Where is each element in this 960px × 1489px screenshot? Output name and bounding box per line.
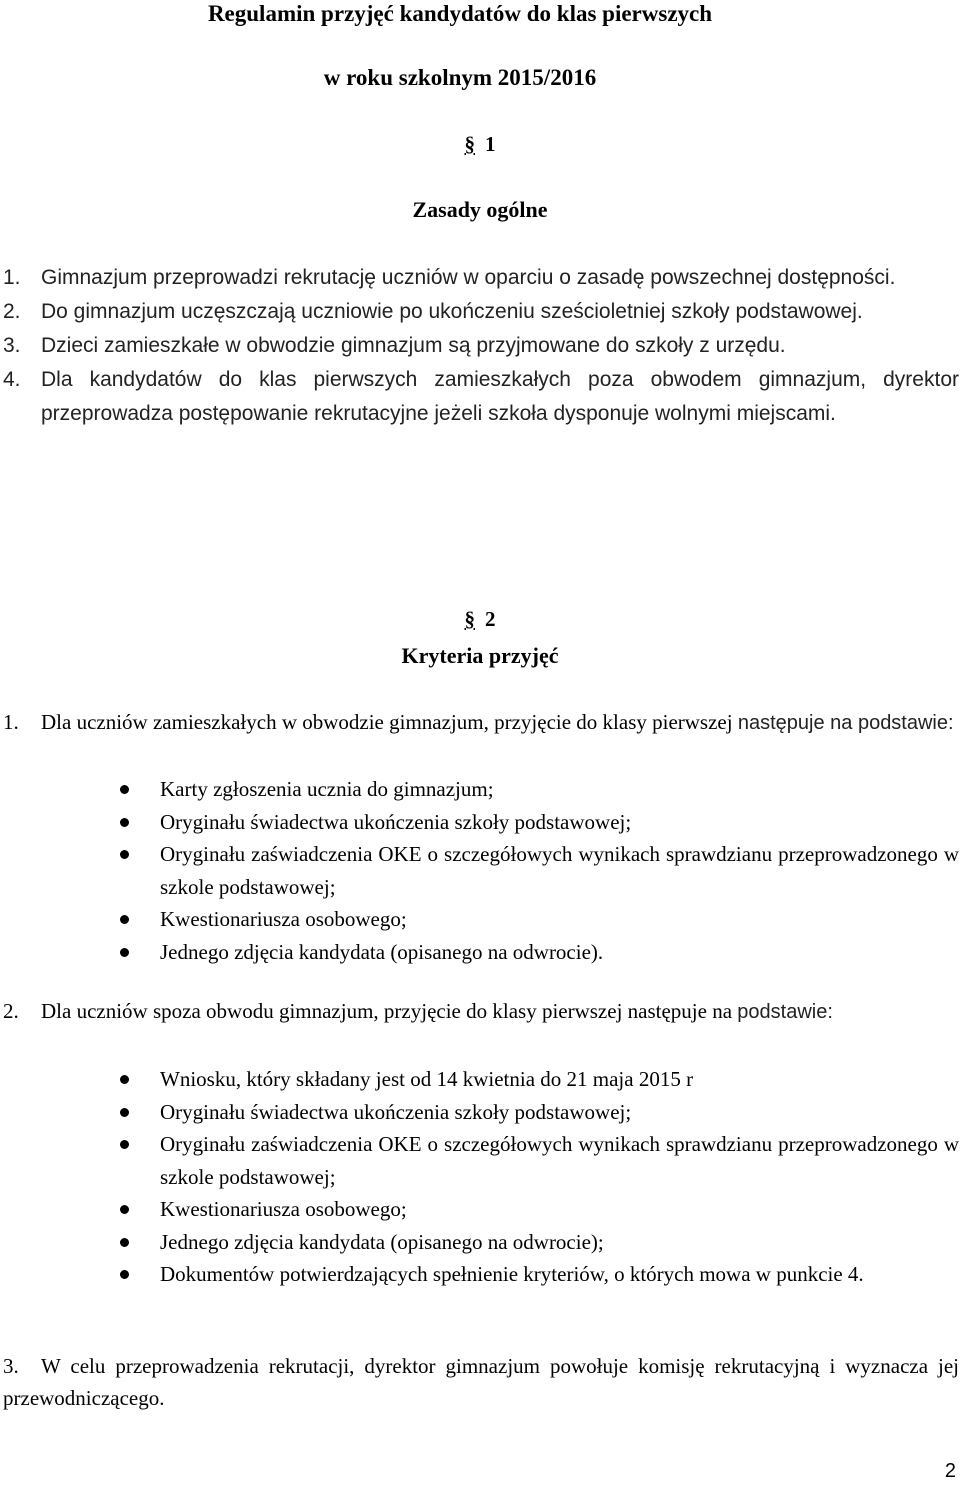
section2-number: 2 <box>485 607 496 631</box>
list-item <box>3 363 959 431</box>
bullet-item: Oryginału świadectwa ukończenia szkoły podstawowej; <box>120 806 959 839</box>
paragraph-text: Dla uczniów spoza obwodu gimnazjum, przyjęcie do klasy pierwszej następuje na <box>41 999 738 1023</box>
bullet-item: Kwestionariusza osobowego; <box>120 1193 959 1226</box>
criteria-bullets-1 <box>120 773 959 968</box>
item-text: Dla kandydatów do klas pierwszych zamieszkałych poza obwodem gimnazjum, dyrektor przeprowadza postępowanie rekrutacyjne jeżeli szkoła dysponuje wolnymi miejscami. <box>41 368 959 425</box>
section1-mark <box>0 130 960 158</box>
page-number: 2 <box>944 1460 956 1482</box>
paragraph-text: Dla uczniów zamieszkałych w obwodzie gimnazjum, przyjęcie do klasy pierwszej <box>41 710 738 734</box>
paragraph-lead: następuje na podstawie: <box>737 712 954 734</box>
criteria-paragraph-2 <box>3 995 959 1028</box>
paragraph-lead: podstawie: <box>737 1001 833 1023</box>
section1-title: Zasady ogólne <box>412 197 548 222</box>
section-symbol: § <box>464 132 475 156</box>
list-item <box>3 261 959 295</box>
criteria-paragraph-1 <box>3 706 959 739</box>
paragraph-number: 1. <box>3 710 19 734</box>
item-text: Do gimnazjum uczęszczają uczniowie po ukończeniu sześcioletniej szkoły podstawowej. <box>41 300 863 323</box>
criteria-bullets-2 <box>120 1063 959 1291</box>
bullet-item: Kwestionariusza osobowego; <box>120 903 959 936</box>
paragraph-number: 2. <box>3 999 19 1023</box>
item-number: 3. <box>3 334 21 357</box>
list-item <box>3 295 959 329</box>
bullet-item: Karty zgłoszenia ucznia do gimnazjum; <box>120 773 959 806</box>
bullet-item: Oryginału zaświadczenia OKE o szczegółowych wynikach sprawdzianu przeprowadzonego w szkole podstawowej; <box>120 1128 959 1193</box>
section1-list <box>3 261 959 431</box>
list-item <box>3 329 959 363</box>
bullet-item: Jednego zdjęcia kandydata (opisanego na odwrocie). <box>120 936 959 969</box>
item-text: Gimnazjum przeprowadzi rekrutację uczniów w oparciu o zasadę powszechnej dostępności. <box>41 266 896 289</box>
criteria-paragraph-3 <box>3 1350 959 1414</box>
section1-number: 1 <box>485 132 496 156</box>
paragraph-number: 3. <box>3 1354 19 1378</box>
bullet-item: Oryginału zaświadczenia OKE o szczegółowych wynikach sprawdzianu przeprowadzonego w szkole podstawowej; <box>120 838 959 903</box>
bullet-item: Wniosku, który składany jest od 14 kwietnia do 21 maja 2015 r <box>120 1063 959 1096</box>
section2-mark <box>0 605 960 633</box>
item-number: 4. <box>3 368 21 391</box>
item-text: Dzieci zamieszkałe w obwodzie gimnazjum są przyjmowane do szkoły z urzędu. <box>41 334 786 357</box>
paragraph-text: W celu przeprowadzenia rekrutacji, dyrektor gimnazjum powołuje komisję rekrutacyjną i wyznacza jej przewodniczącego. <box>3 1354 959 1410</box>
document-title-line1: Regulamin przyjęć kandydatów do klas pierwszych <box>207 1 713 26</box>
section-symbol: § <box>464 607 475 631</box>
item-number: 1. <box>3 266 21 289</box>
item-number: 2. <box>3 300 21 323</box>
document-title-line2: w roku szkolnym 2015/2016 <box>323 65 597 90</box>
bullet-item: Dokumentów potwierdzających spełnienie kryteriów, o których mowa w punkcie 4. <box>120 1258 959 1291</box>
section2-title: Kryteria przyjęć <box>401 643 559 668</box>
bullet-item: Oryginału świadectwa ukończenia szkoły podstawowej; <box>120 1096 959 1129</box>
bullet-item: Jednego zdjęcia kandydata (opisanego na odwrocie); <box>120 1226 959 1259</box>
